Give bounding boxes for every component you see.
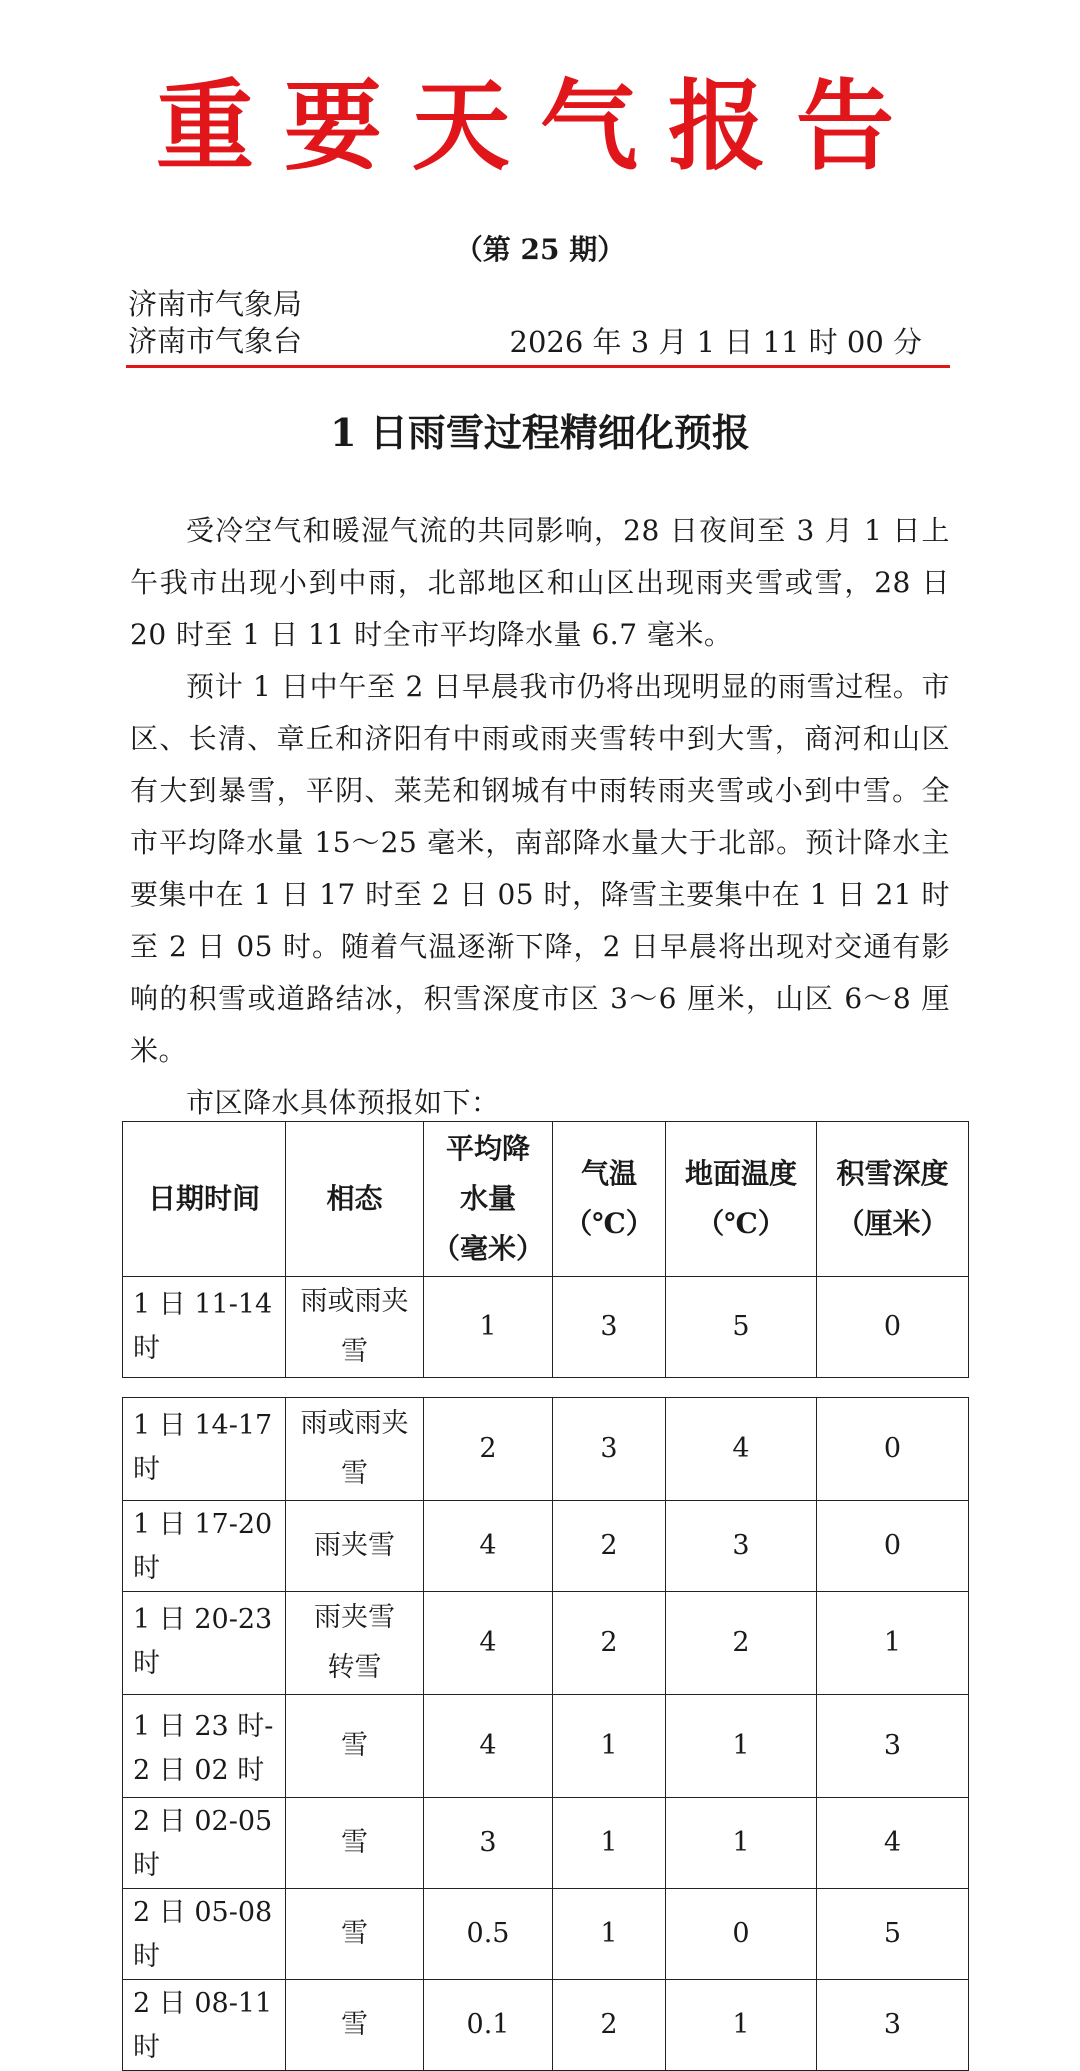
cell-ground-temp: 5 — [666, 1277, 817, 1378]
table-row — [123, 1592, 969, 1695]
cell-time: 1 日 14-17 时 — [123, 1398, 286, 1501]
issuer-bureau: 济南市气象局 — [128, 287, 303, 321]
cell-precip: 3 — [424, 1798, 553, 1889]
header-phase: 相态 — [286, 1122, 424, 1277]
masthead-title: 重要天气报告 — [155, 70, 924, 184]
cell-phase: 雪 — [286, 1980, 424, 2071]
paragraph-table-intro: 市区降水具体预报如下： — [186, 1086, 500, 1119]
issuer-observatory: 济南市气象台 — [128, 324, 303, 358]
cell-snow-depth: 3 — [817, 1695, 969, 1798]
header-time: 日期时间 — [123, 1122, 286, 1277]
cell-time: 2 日 05-08 时 — [123, 1889, 286, 1980]
table-row — [123, 1889, 969, 1980]
cell-precip: 4 — [424, 1592, 553, 1695]
cell-snow-depth: 4 — [817, 1798, 969, 1889]
cell-precip: 2 — [424, 1398, 553, 1501]
table-row — [123, 1501, 969, 1592]
table-row — [123, 1398, 969, 1501]
cell-phase: 雨或雨夹 雪 — [286, 1398, 424, 1501]
issue-time: 2026 年 3 月 1 日 11 时 00 分 — [509, 325, 922, 359]
table-row — [123, 1695, 969, 1798]
cell-snow-depth: 0 — [817, 1501, 969, 1592]
issue-number: （第 25 期） — [454, 233, 626, 266]
cell-temp: 3 — [553, 1277, 666, 1378]
cell-ground-temp: 1 — [666, 1980, 817, 2071]
forecast-table-part-1 — [122, 1121, 969, 1378]
cell-precip: 0.1 — [424, 1980, 553, 2071]
cell-phase: 雨夹雪 转雪 — [286, 1592, 424, 1695]
cell-phase: 雨或雨夹 雪 — [286, 1277, 424, 1378]
cell-ground-temp: 3 — [666, 1501, 817, 1592]
cell-precip: 4 — [424, 1501, 553, 1592]
cell-temp: 1 — [553, 1798, 666, 1889]
cell-ground-temp: 1 — [666, 1695, 817, 1798]
cell-ground-temp: 2 — [666, 1592, 817, 1695]
cell-phase: 雪 — [286, 1889, 424, 1980]
cell-snow-depth: 3 — [817, 1980, 969, 2071]
cell-temp: 2 — [553, 1592, 666, 1695]
table-header-row — [123, 1122, 969, 1277]
cell-snow-depth: 1 — [817, 1592, 969, 1695]
cell-time: 1 日 23 时- 2 日 02 时 — [123, 1695, 286, 1798]
cell-temp: 1 — [553, 1695, 666, 1798]
cell-ground-temp: 4 — [666, 1398, 817, 1501]
cell-time: 2 日 08-11 时 — [123, 1980, 286, 2071]
table-row — [123, 1980, 969, 2071]
cell-snow-depth: 0 — [817, 1277, 969, 1378]
cell-temp: 1 — [553, 1889, 666, 1980]
cell-time: 1 日 20-23 时 — [123, 1592, 286, 1695]
cell-phase: 雨夹雪 — [286, 1501, 424, 1592]
cell-phase: 雪 — [286, 1798, 424, 1889]
paragraph-forecast: 预计 1 日中午至 2 日早晨我市仍将出现明显的雨雪过程。市区、长清、章丘和济阳有中雨或雨夹雪转中到大雪，商河和山区有大到暴雪，平阴、莱芜和钢城有中雨转雨夹雪或小到中雪。全市平均降水量 15～25 毫米，南部降水量大于北部。预计降水主要集中在 1 日 17 时至 2 日 05 时，降雪主要集中在 1 日 21 时至 2 日 05 时。随着气温逐渐下降，2 日早晨将出现对交通有影响的积雪或道路结冰，积雪深度市区 3～6 厘米，山区 6～8 厘米。 — [130, 670, 950, 1067]
cell-time: 1 日 11-14 时 — [123, 1277, 286, 1378]
cell-temp: 2 — [553, 1501, 666, 1592]
forecast-table-part-2 — [122, 1397, 969, 2071]
paragraph-summary: 受冷空气和暖湿气流的共同影响，28 日夜间至 3 月 1 日上午我市出现小到中雨，北部地区和山区出现雨夹雪或雪，28 日 20 时至 1 日 11 时全市平均降水量 6.7 毫米。 — [130, 514, 950, 651]
cell-phase: 雪 — [286, 1695, 424, 1798]
table-row — [123, 1277, 969, 1378]
cell-temp: 3 — [553, 1398, 666, 1501]
header-divider — [126, 365, 950, 368]
cell-temp: 2 — [553, 1980, 666, 2071]
header-temp: 气温 （℃） — [553, 1122, 666, 1277]
cell-precip: 0.5 — [424, 1889, 553, 1980]
cell-snow-depth: 5 — [817, 1889, 969, 1980]
header-snow-depth: 积雪深度 （厘米） — [817, 1122, 969, 1277]
cell-time: 1 日 17-20 时 — [123, 1501, 286, 1592]
cell-time: 2 日 02-05 时 — [123, 1798, 286, 1889]
cell-ground-temp: 0 — [666, 1889, 817, 1980]
cell-snow-depth: 0 — [817, 1398, 969, 1501]
report-body — [130, 505, 950, 1129]
header-ground-temp: 地面温度 （℃） — [666, 1122, 817, 1277]
table-row — [123, 1798, 969, 1889]
report-title: 1 日雨雪过程精细化预报 — [330, 410, 750, 455]
header-precip: 平均降 水量 （毫米） — [424, 1122, 553, 1277]
cell-ground-temp: 1 — [666, 1798, 817, 1889]
cell-precip: 1 — [424, 1277, 553, 1378]
cell-precip: 4 — [424, 1695, 553, 1798]
